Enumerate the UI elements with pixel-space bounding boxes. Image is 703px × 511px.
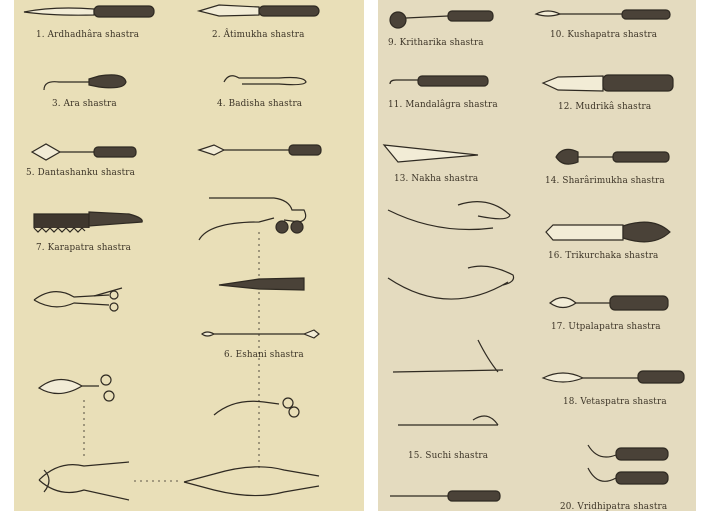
- curved-scissors-illustration: [214, 398, 299, 417]
- lancet-instrument-illustration: [199, 145, 321, 155]
- label-trikurchaka: 16. Trikurchaka shastra: [548, 251, 659, 261]
- dantashanku-instrument-illustration: [32, 144, 136, 160]
- label-kritharika: 9. Kritharika shastra: [388, 38, 484, 48]
- vridhipatra-instrument-illustration: [588, 445, 668, 484]
- karapatra-instrument-illustration: [34, 212, 142, 232]
- label-atimukha: 2. Âtimukha shastra: [212, 30, 305, 40]
- left-instrument-drawings: [14, 0, 364, 511]
- dart-instrument-illustration: [219, 278, 304, 290]
- kritharika-instrument-illustration: [390, 11, 493, 28]
- label-dantashanku: 5. Dantashanku shastra: [26, 168, 136, 178]
- shararimukha-instrument-illustration: [556, 149, 669, 164]
- mudrika-instrument-illustration: [543, 75, 673, 91]
- label-vridhipatra: 20. Vridhipatra shastra: [560, 502, 668, 511]
- label-vetaspatra: 18. Vetaspatra shastra: [563, 397, 667, 407]
- vetaspatra-instrument-illustration: [543, 371, 684, 383]
- label-suchi: 15. Suchi shastra: [408, 451, 489, 461]
- label-shararimukha: 14. Sharârimukha shastra: [545, 176, 665, 186]
- ara-instrument-illustration: [44, 75, 126, 90]
- badisha-instrument-illustration: [224, 76, 306, 85]
- shalaka-forceps-illustration: [34, 288, 122, 311]
- ardhadhara-instrument-illustration: [24, 6, 154, 17]
- tongs-illustration: [39, 462, 129, 500]
- left-plate-page: [14, 0, 364, 511]
- eshani-instrument-illustration: [202, 330, 319, 338]
- label-mudrika: 12. Mudrikâ shastra: [558, 102, 652, 112]
- scissors-illustration: [39, 375, 114, 460]
- kushapatra-instrument-illustration: [536, 10, 670, 19]
- utpalapatra-instrument-illustration: [550, 296, 668, 310]
- label-karapatra: 7. Karapatra shastra: [36, 243, 132, 253]
- label-mandalagra: 11. Mandalâgra shastra: [388, 100, 498, 110]
- probe-instrument-illustration: [390, 491, 500, 501]
- curved-needle-illustration: [388, 202, 514, 425]
- label-eshani: 6. Eshani shastra: [224, 350, 304, 360]
- long-tongs-illustration: [134, 467, 319, 496]
- label-nakha: 13. Nakha shastra: [394, 174, 479, 184]
- nakha-instrument-illustration: [384, 145, 478, 162]
- label-kushapatra: 10. Kushapatra shastra: [550, 30, 658, 40]
- label-ardhadhara: 1. Ardhadhâra shastra: [36, 30, 140, 40]
- right-plate-page: [378, 0, 696, 511]
- label-utpalapatra: 17. Utpalapatra shastra: [551, 322, 661, 332]
- label-badisha: 4. Badisha shastra: [217, 99, 303, 109]
- book-gutter: [364, 0, 378, 511]
- label-ara: 3. Ara shastra: [52, 99, 117, 109]
- trikurchaka-instrument-illustration: [546, 222, 670, 242]
- atimukha-instrument-illustration: [199, 5, 319, 16]
- mandalagra-instrument-illustration: [390, 76, 488, 86]
